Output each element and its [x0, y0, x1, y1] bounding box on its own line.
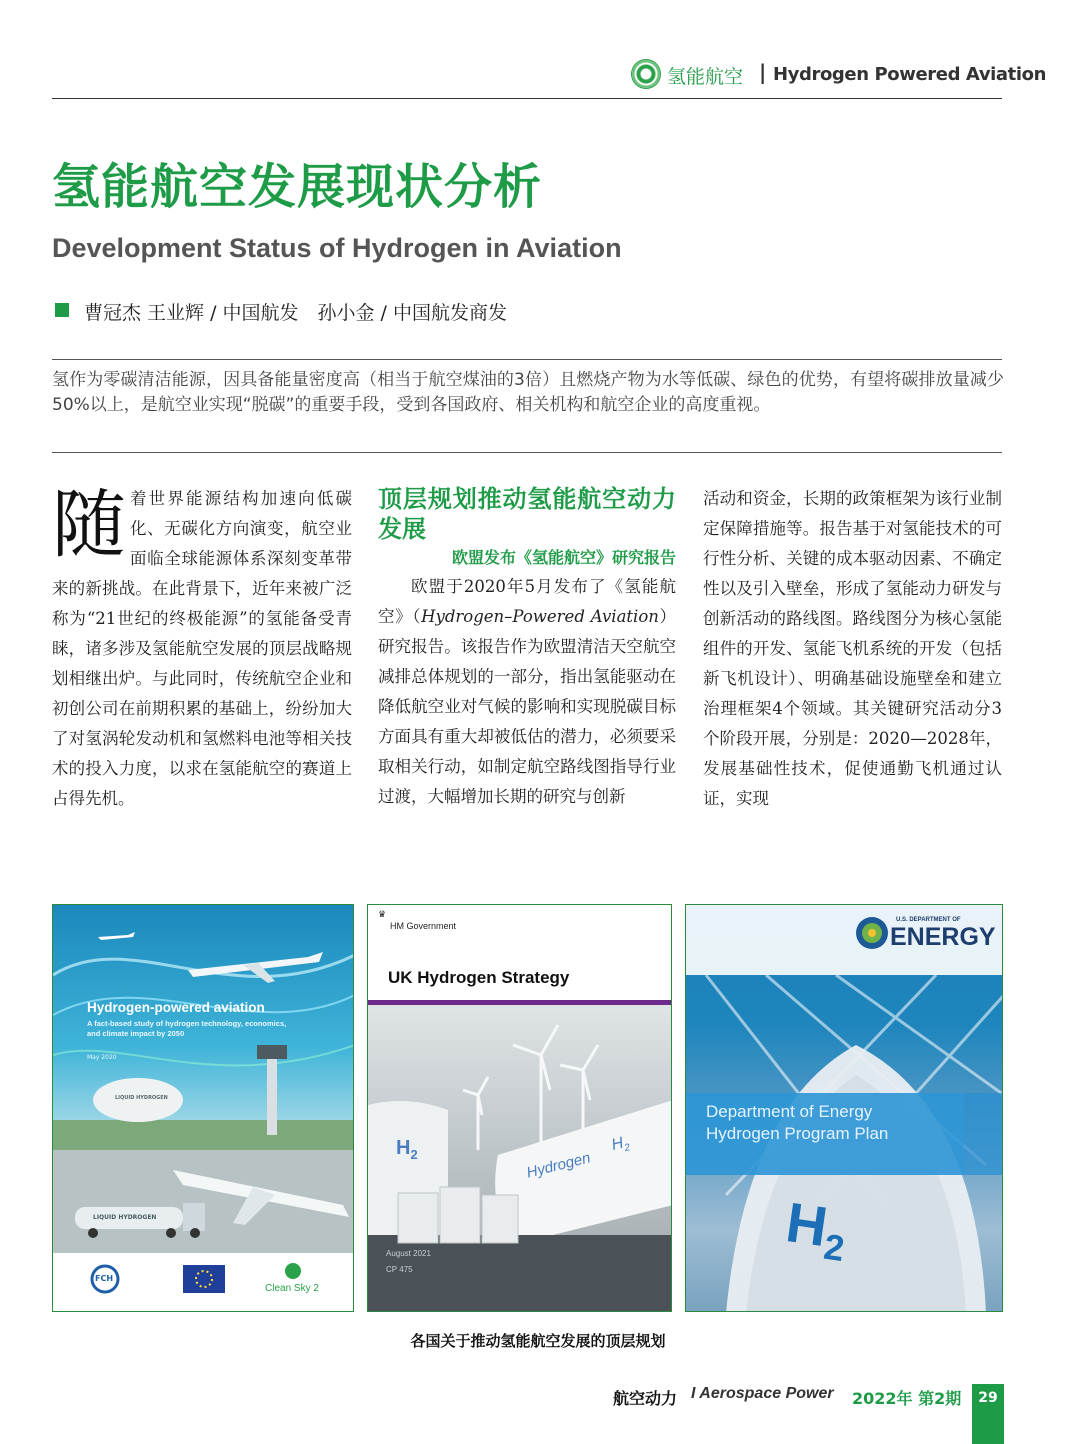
article-title-cn: 氢能航空发展现状分析 — [52, 159, 543, 215]
doe-header-small: U.S. DEPARTMENT OF — [896, 917, 961, 923]
footer-journal-cn: 航空动力 — [613, 1389, 678, 1408]
body-paragraph-1: 着世界能源结构加速向低碳化、无碳化方向演变，航空业面临全球能源体系深刻变革带来的新挑战。在此背景下，近年来被广泛称为“21世纪的终极能源”的氢能备受青睐，诸多涉及氢能航空发展的顶层战略规划相继出炉。与此同时，传统航空企业和初创公司在前期积累的基础上，纷纷加大了对氢涡轮发动机和氢燃料电池等相关技术的投入力度，以求在氢能航空的赛道上占得先机。 — [52, 489, 352, 808]
figure-caption: 各国关于推动氢能航空发展的顶层规划 — [410, 1332, 666, 1350]
cover2-h2-left: $H_2$ — [396, 1137, 418, 1162]
cover1-subtitle: A fact-based study of hydrogen technology, economics, and climate impact by 2050 — [87, 1019, 287, 1038]
header-section-en: Hydrogen Powered Aviation — [773, 64, 1047, 85]
cover1-date: May 2020 — [87, 1054, 117, 1061]
cover2-code: CP 475 — [386, 1265, 413, 1274]
cover2-government: HM Government — [390, 921, 457, 931]
cover-eu-hydrogen-aviation — [52, 904, 354, 1312]
body-paragraph-3: 活动和资金，长期的政策框架为该行业制定保障措施等。报告基于对氢能技术的可行性分析、关键的成本驱动因素、不确定性以及引入壁垒，形成了氢能动力研发与创新活动的路线图。路线图分为核心氢能组件的开发、氢能飞机系统的开发（包括新飞机设计）、明确基础设施壁垒和建立治理框架4个领域。其关键研究活动分3个阶段开展，分别是：2020—2028年，发展基础性技术，促使通勤飞机通过认证，实现 — [703, 489, 1002, 808]
abstract-top-rule — [52, 359, 1002, 360]
cleansky-logo: Clean Sky 2 — [265, 1283, 319, 1294]
cover2-date: August 2021 — [386, 1249, 431, 1258]
report-title-en: Hydrogen–Powered Aviation — [421, 607, 659, 626]
body-column-2 — [378, 484, 676, 812]
cover1-title: Hydrogen-powered aviation — [87, 1000, 265, 1015]
uk-crest-icon: ♛ — [378, 910, 387, 920]
footer-journal-en: I Aerospace Power — [691, 1385, 834, 1402]
article-authors: 曹冠杰 王业辉 / 中国航发 孙小金 / 中国航发商发 — [84, 302, 508, 324]
article-abstract: 氢作为零碳清洁能源，因具备能量密度高（相当于航空煤油的3倍）且燃烧产物为水等低碳、绿色的优势，有望将碳排放量减少50%以上，是航空业实现“脱碳”的重要手段，受到各国政府、相关机构和航空企业的高度重视。 — [52, 370, 1004, 415]
header-separator: | — [759, 60, 767, 84]
cover-uk-hydrogen-strategy — [367, 904, 672, 1312]
cover2-h2-right: $H_2$ — [609, 1134, 632, 1155]
section-heading: 顶层规划推动氢能航空动力发展 — [378, 485, 676, 543]
cover1-tank-label: LIQUID HYDROGEN — [115, 1095, 168, 1101]
body-paragraph-2: 欧盟于2020年5月发布了《氢能航空》（Hydrogen–Powered Aviation）研究报告。该报告作为欧盟清洁天空航空减排总体规划的一部分，指出氢能驱动在降低航空业对气候的影响和实现脱碳目标方面具有重大却被低估的潜力，必须要采取相关行动，如制定航空路线图指导行业过渡，大幅增加长期的研究与创新 — [378, 577, 677, 806]
cover-doe-hydrogen-program — [685, 904, 1003, 1312]
cover1-truck-label: LIQUID HYDROGEN — [93, 1214, 157, 1221]
abstract-bottom-rule — [52, 452, 1002, 453]
page-number: 29 — [978, 1390, 998, 1406]
fch-logo: FCH — [95, 1274, 114, 1283]
footer-issue: 2022年 第2期 — [852, 1389, 962, 1408]
cover3-title-line1: Department of Energy — [706, 1102, 873, 1121]
section-subheading: 欧盟发布《氢能航空》研究报告 — [451, 548, 676, 567]
header-section-cn: 氢能航空 — [667, 66, 744, 88]
cover2-title: UK Hydrogen Strategy — [388, 968, 570, 987]
cover3-h2: $H_2$ — [782, 1190, 847, 1270]
cover2-tank-text: Hydrogen — [524, 1149, 593, 1182]
doe-header-big: ENERGY — [890, 923, 996, 951]
header-rule — [52, 98, 1002, 99]
body-column-1 — [52, 484, 352, 814]
drop-cap: 随 — [52, 482, 126, 568]
author-marker-icon — [55, 303, 69, 317]
article-title-en: Development Status of Hydrogen in Aviation — [52, 233, 622, 263]
cleansky-logo-icon — [285, 1263, 301, 1279]
journal-logo-icon — [632, 60, 660, 88]
cover3-title-line2: Hydrogen Program Plan — [706, 1124, 889, 1143]
body-column-3 — [703, 484, 1002, 814]
cover1-artwork — [53, 905, 354, 1312]
